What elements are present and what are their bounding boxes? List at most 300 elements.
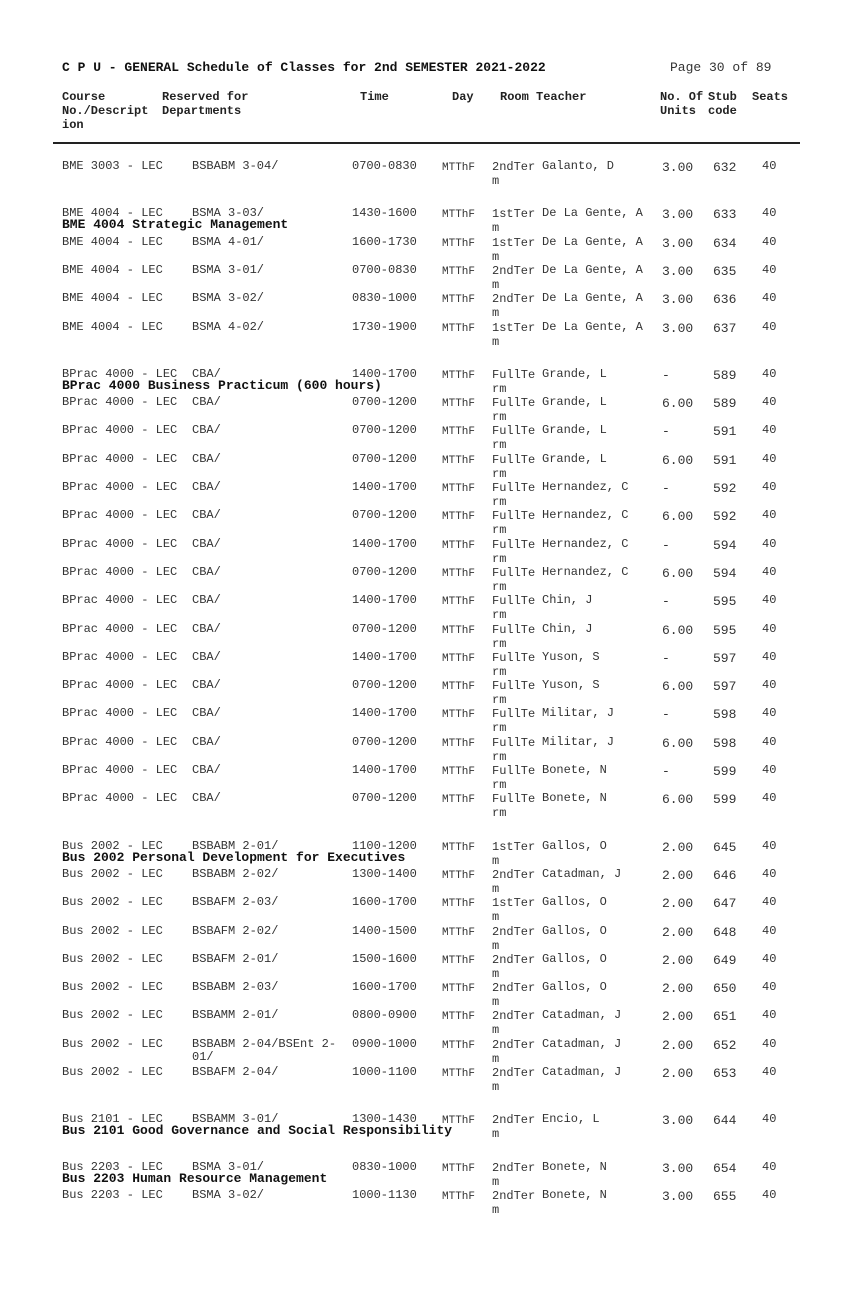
cell-course: BME 4004 - LEC (62, 234, 163, 249)
cell-seats: 40 (762, 1036, 777, 1051)
cell-reserved: BSMA 3-02/ (192, 1187, 265, 1202)
cell-seats: 40 (762, 366, 777, 381)
cell-stub: 589 (713, 367, 737, 383)
cell-time: 0900-1000 (352, 1036, 417, 1051)
cell-stub: 636 (713, 292, 737, 308)
cell-reserved: CBA/ (192, 366, 221, 381)
cell-seats: 40 (762, 395, 777, 410)
table-row (62, 1189, 802, 1217)
cell-day: MTThF (442, 398, 476, 411)
cell-seats: 40 (762, 621, 777, 636)
cell-day: MTThF (442, 652, 476, 665)
cell-time: 1400-1500 (352, 923, 417, 938)
table-row (62, 651, 802, 679)
cell-reserved: CBA/ (192, 593, 221, 608)
cell-course: BME 4004 - LEC (62, 262, 163, 277)
col-units (660, 90, 703, 118)
cell-time: 0800-0900 (352, 1008, 417, 1023)
cell-teacher: Militar, J (542, 734, 615, 749)
cell-stub: 591 (713, 452, 737, 468)
col-stub (708, 90, 737, 118)
cell-day: MTThF (442, 1039, 476, 1052)
cell-reserved: CBA/ (192, 649, 221, 664)
cell-stub: 598 (713, 735, 737, 751)
cell-day: MTThF (442, 369, 476, 382)
cell-stub: 632 (713, 160, 737, 175)
cell-time: 0700-1200 (352, 678, 417, 693)
cell-teacher: Bonete, N (542, 763, 607, 777)
cell-course: Bus 2203 - LEC (62, 1159, 163, 1174)
col-stub-line1: Stub (708, 90, 737, 104)
cell-units: 2.00 (662, 1037, 694, 1053)
table-row (62, 925, 802, 953)
cell-seats: 40 (762, 206, 777, 221)
cell-course: BPrac 4000 - LEC (62, 734, 178, 749)
cell-seats: 40 (762, 451, 777, 466)
cell-course: BPrac 4000 - LEC (62, 621, 178, 636)
cell-reserved: CBA/ (192, 678, 221, 693)
document-title: C P U - GENERAL Schedule of Classes for 2nd SEMESTER 2021-2022 (62, 60, 546, 75)
cell-teacher: Chin, J (542, 621, 593, 636)
cell-seats: 40 (762, 923, 777, 938)
cell-seats: 40 (762, 649, 777, 664)
cell-teacher: Grande, L (542, 451, 607, 466)
cell-course: BPrac 4000 - LEC (62, 480, 178, 494)
cell-units: 3.00 (662, 1113, 694, 1129)
cell-room: FullTerm (492, 452, 536, 481)
cell-room: FullTerm (492, 594, 536, 623)
cell-seats: 40 (762, 1065, 777, 1079)
col-reserved-line2: Departments (162, 104, 242, 118)
col-stub-line2: code (708, 104, 737, 118)
cell-units: - (662, 481, 670, 496)
cell-reserved: BSBAFM 2-04/ (192, 1065, 279, 1079)
table-row (62, 1066, 802, 1094)
cell-units: 6.00 (662, 622, 694, 638)
table-row (62, 368, 802, 396)
cell-units: 3.00 (662, 1188, 694, 1204)
cell-room: FullTerm (492, 509, 536, 538)
cell-reserved: BSMA 3-01/ (192, 262, 265, 277)
cell-units: 3.00 (662, 320, 694, 336)
cell-seats: 40 (762, 838, 777, 853)
cell-room: 2ndTerm (492, 1009, 536, 1038)
cell-teacher: De La Gente, A (542, 262, 643, 277)
cell-units: 3.00 (662, 1160, 694, 1176)
cell-stub: 592 (713, 509, 737, 525)
cell-stub: 654 (713, 1160, 737, 1176)
table-row (62, 623, 802, 651)
cell-teacher: De La Gente, A (542, 206, 643, 221)
cell-day: MTThF (442, 766, 476, 778)
cell-reserved: BSBABM 2-01/ (192, 838, 279, 853)
cell-time: 1600-1730 (352, 234, 417, 249)
cell-units: - (662, 537, 670, 553)
table-row (62, 594, 802, 622)
cell-units: 6.00 (662, 735, 694, 751)
cell-stub: 589 (713, 396, 737, 412)
cell-stub: 599 (713, 764, 737, 779)
cell-units: 6.00 (662, 396, 694, 412)
cell-units: - (662, 367, 670, 383)
cell-teacher: Catadman, J (542, 866, 622, 881)
cell-course: BME 3003 - LEC (62, 159, 163, 173)
cell-stub: 648 (713, 924, 737, 940)
cell-course: Bus 2002 - LEC (62, 980, 163, 995)
cell-seats: 40 (762, 734, 777, 749)
cell-time: 1400-1700 (352, 480, 417, 494)
cell-course: BPrac 4000 - LEC (62, 593, 178, 608)
cell-course: BPrac 4000 - LEC (62, 649, 178, 664)
cell-room: 1stTerm (492, 896, 536, 925)
table-row (62, 509, 802, 537)
cell-time: 0700-1200 (352, 423, 417, 438)
cell-time: 0700-0830 (352, 159, 417, 173)
cell-seats: 40 (762, 1187, 777, 1202)
cell-course: Bus 2002 - LEC (62, 838, 163, 853)
table-row (62, 453, 802, 481)
cell-day: MTThF (442, 709, 476, 722)
cell-teacher: Hernandez, C (542, 536, 629, 551)
cell-day: MTThF (442, 794, 476, 807)
cell-reserved: CBA/ (192, 791, 221, 806)
cell-reserved: CBA/ (192, 451, 221, 466)
cell-reserved: CBA/ (192, 508, 221, 523)
table-row (62, 679, 802, 707)
cell-time: 1600-1700 (352, 895, 417, 910)
cell-units: 2.00 (662, 981, 694, 997)
cell-seats: 40 (762, 1159, 777, 1174)
table-row (62, 424, 802, 452)
cell-teacher: De La Gente, A (542, 319, 643, 334)
cell-time: 0830-1000 (352, 291, 417, 306)
cell-day: MTThF (442, 209, 476, 222)
cell-teacher: De La Gente, A (542, 234, 643, 249)
cell-seats: 40 (762, 593, 777, 608)
cell-room: 1stTerm (492, 235, 536, 264)
cell-time: 1300-1430 (352, 1112, 417, 1127)
cell-time: 1400-1700 (352, 536, 417, 551)
cell-course: Bus 2002 - LEC (62, 1036, 163, 1051)
cell-room: FullTerm (492, 622, 536, 651)
cell-day: MTThF (442, 162, 476, 174)
col-day: Day (452, 90, 474, 104)
col-course-line2: No./Descript (62, 104, 149, 118)
cell-room: 2ndTerm (492, 1160, 536, 1189)
cell-time: 1400-1700 (352, 649, 417, 664)
cell-teacher: Gallos, O (542, 923, 607, 938)
cell-room: FullTerm (492, 679, 536, 708)
cell-stub: 634 (713, 235, 737, 251)
cell-room: FullTerm (492, 707, 536, 736)
cell-teacher: Bonete, N (542, 1159, 607, 1174)
cell-day: MTThF (442, 322, 476, 335)
cell-day: MTThF (442, 841, 476, 854)
cell-teacher: Grande, L (542, 366, 607, 381)
cell-time: 1430-1600 (352, 206, 417, 221)
cell-seats: 40 (762, 678, 777, 693)
cell-course: Bus 2002 - LEC (62, 866, 163, 881)
cell-units: 2.00 (662, 952, 694, 968)
cell-stub: 644 (713, 1113, 737, 1129)
cell-stub: 592 (713, 481, 737, 496)
cell-day: MTThF (442, 1162, 476, 1175)
cell-teacher: Gallos, O (542, 838, 607, 853)
cell-stub: 591 (713, 424, 737, 440)
cell-room: FullTerm (492, 537, 536, 566)
cell-reserved: BSBABM 3-04/ (192, 159, 279, 173)
cell-teacher: Hernandez, C (542, 508, 629, 523)
cell-reserved: CBA/ (192, 395, 221, 410)
cell-teacher: Encio, L (542, 1112, 600, 1127)
cell-stub: 650 (713, 981, 737, 997)
cell-course: Bus 2002 - LEC (62, 895, 163, 910)
table-row (62, 981, 802, 1009)
table-row (62, 292, 802, 320)
cell-units: 2.00 (662, 924, 694, 940)
cell-room: 1stTerm (492, 839, 536, 868)
cell-course: Bus 2002 - LEC (62, 1008, 163, 1023)
cell-room: FullTerm (492, 565, 536, 594)
column-headers (62, 90, 802, 135)
table-row (62, 764, 802, 792)
cell-reserved: BSMA 4-01/ (192, 234, 265, 249)
cell-reserved: BSMA 3-01/ (192, 1159, 265, 1174)
cell-seats: 40 (762, 980, 777, 995)
table-row (62, 1009, 802, 1037)
cell-day: MTThF (442, 426, 476, 439)
cell-day: MTThF (442, 869, 476, 882)
cell-reserved: CBA/ (192, 734, 221, 749)
cell-time: 0700-1200 (352, 621, 417, 636)
cell-time: 0700-1200 (352, 451, 417, 466)
cell-day: MTThF (442, 454, 476, 467)
cell-reserved: BSBAFM 2-03/ (192, 895, 279, 910)
cell-time: 1730-1900 (352, 319, 417, 334)
cell-seats: 40 (762, 536, 777, 551)
cell-units: 3.00 (662, 207, 694, 223)
cell-time: 0830-1000 (352, 1159, 417, 1174)
cell-room: FullTerm (492, 764, 536, 792)
cell-stub: 649 (713, 952, 737, 968)
cell-time: 1400-1700 (352, 763, 417, 777)
cell-stub: 652 (713, 1037, 737, 1053)
cell-room: 2ndTerm (492, 160, 536, 188)
cell-teacher: Galanto, D (542, 159, 615, 173)
table-row (62, 953, 802, 981)
cell-seats: 40 (762, 1112, 777, 1127)
cell-room: FullTerm (492, 396, 536, 425)
cell-teacher: Grande, L (542, 395, 607, 410)
cell-stub: 635 (713, 263, 737, 279)
col-units-line2: Units (660, 104, 697, 118)
cell-units: - (662, 594, 670, 610)
cell-seats: 40 (762, 508, 777, 523)
cell-room: 2ndTerm (492, 1113, 536, 1142)
cell-course: BPrac 4000 - LEC (62, 763, 178, 777)
col-course (62, 90, 148, 132)
cell-seats: 40 (762, 866, 777, 881)
cell-seats: 40 (762, 480, 777, 494)
cell-seats: 40 (762, 319, 777, 334)
cell-room: 2ndTerm (492, 1188, 536, 1217)
cell-day: MTThF (442, 1068, 476, 1080)
cell-day: MTThF (442, 898, 476, 911)
cell-day: MTThF (442, 1011, 476, 1024)
table-row (62, 481, 802, 509)
course-section-title: Bus 2002 Personal Development for Executives (62, 849, 406, 865)
cell-day: MTThF (442, 954, 476, 967)
cell-stub: 633 (713, 207, 737, 223)
cell-stub: 594 (713, 537, 737, 553)
cell-day: MTThF (442, 511, 476, 524)
cell-time: 1300-1400 (352, 866, 417, 881)
cell-reserved: BSBABM 2-02/ (192, 866, 279, 881)
cell-stub: 598 (713, 707, 737, 723)
cell-day: MTThF (442, 1190, 476, 1203)
cell-units: 6.00 (662, 565, 694, 581)
cell-seats: 40 (762, 706, 777, 721)
cell-teacher: Hernandez, C (542, 480, 629, 494)
cell-seats: 40 (762, 895, 777, 910)
cell-seats: 40 (762, 564, 777, 579)
cell-course: Bus 2002 - LEC (62, 923, 163, 938)
cell-units: 3.00 (662, 160, 694, 175)
cell-teacher: Catadman, J (542, 1036, 622, 1051)
cell-time: 1500-1600 (352, 951, 417, 966)
table-row (62, 236, 802, 264)
cell-room: 2ndTerm (492, 867, 536, 896)
cell-room: FullTerm (492, 481, 536, 509)
cell-stub: 595 (713, 594, 737, 610)
cell-day: MTThF (442, 294, 476, 307)
cell-day: MTThF (442, 624, 476, 637)
cell-course: Bus 2101 - LEC (62, 1112, 163, 1127)
table-row (62, 707, 802, 735)
cell-room: 1stTerm (492, 320, 536, 349)
cell-room: 2ndTerm (492, 263, 536, 292)
cell-seats: 40 (762, 159, 777, 173)
cell-units: 3.00 (662, 235, 694, 251)
col-departments (162, 104, 241, 118)
cell-reserved: BSBAMM 2-01/ (192, 1008, 279, 1023)
cell-day: MTThF (442, 265, 476, 278)
cell-units: - (662, 764, 670, 779)
cell-stub: 594 (713, 565, 737, 581)
cell-course: BME 4004 - LEC (62, 319, 163, 334)
cell-stub: 597 (713, 679, 737, 695)
cell-course: BME 4004 - LEC (62, 206, 163, 221)
cell-day: MTThF (442, 539, 476, 552)
cell-reserved: BSBAFM 2-02/ (192, 923, 279, 938)
cell-teacher: Catadman, J (542, 1065, 622, 1079)
cell-course: Bus 2002 - LEC (62, 951, 163, 966)
cell-seats: 40 (762, 234, 777, 249)
cell-units: 2.00 (662, 896, 694, 912)
cell-room: 2ndTerm (492, 292, 536, 321)
cell-seats: 40 (762, 423, 777, 438)
cell-seats: 40 (762, 262, 777, 277)
cell-time: 1400-1700 (352, 706, 417, 721)
cell-units: 2.00 (662, 839, 694, 855)
cell-time: 0700-0830 (352, 262, 417, 277)
cell-stub: 651 (713, 1009, 737, 1025)
cell-reserved: BSMA 3-03/ (192, 206, 265, 221)
cell-seats: 40 (762, 763, 777, 777)
cell-seats: 40 (762, 951, 777, 966)
cell-day: MTThF (442, 983, 476, 996)
cell-teacher: Catadman, J (542, 1008, 622, 1023)
cell-room: 2ndTerm (492, 1037, 536, 1066)
cell-course: BPrac 4000 - LEC (62, 395, 178, 410)
cell-reserved: CBA/ (192, 763, 221, 777)
cell-course: BPrac 4000 - LEC (62, 536, 178, 551)
cell-seats: 40 (762, 1008, 777, 1023)
cell-teacher: Yuson, S (542, 649, 600, 664)
cell-time: 1400-1700 (352, 593, 417, 608)
cell-room: 2ndTerm (492, 952, 536, 981)
cell-units: 6.00 (662, 509, 694, 525)
header-divider (53, 142, 800, 144)
cell-time: 0700-1200 (352, 395, 417, 410)
page-number: Page 30 of 89 (670, 60, 772, 75)
cell-reserved: BSBAMM 3-01/ (192, 1112, 279, 1127)
cell-day: MTThF (442, 483, 476, 495)
col-units-line1: No. Of (660, 90, 704, 104)
table-row (62, 538, 802, 566)
cell-day: MTThF (442, 737, 476, 750)
table-row (62, 321, 802, 349)
cell-stub: 646 (713, 867, 737, 883)
cell-units: 3.00 (662, 292, 694, 308)
cell-teacher: Yuson, S (542, 678, 600, 693)
cell-course: BPrac 4000 - LEC (62, 366, 178, 381)
cell-course: Bus 2002 - LEC (62, 1065, 163, 1079)
cell-reserved: CBA/ (192, 621, 221, 636)
cell-seats: 40 (762, 291, 777, 306)
course-section-title: Bus 2101 Good Governance and Social Responsibility (62, 1123, 453, 1139)
cell-teacher: Bonete, N (542, 791, 607, 806)
cell-course: BME 4004 - LEC (62, 291, 163, 306)
cell-reserved: BSMA 3-02/ (192, 291, 265, 306)
cell-course: BPrac 4000 - LEC (62, 451, 178, 466)
cell-stub: 595 (713, 622, 737, 638)
cell-units: 2.00 (662, 1066, 694, 1081)
cell-teacher: Gallos, O (542, 980, 607, 995)
cell-day: MTThF (442, 567, 476, 580)
cell-teacher: De La Gente, A (542, 291, 643, 306)
cell-day: MTThF (442, 926, 476, 939)
cell-reserved: BSBABM 2-04/BSEnt 2-01/ (192, 1036, 337, 1064)
cell-time: 1000-1130 (352, 1187, 417, 1202)
cell-units: 6.00 (662, 679, 694, 695)
cell-day: MTThF (442, 681, 476, 694)
cell-stub: 597 (713, 650, 737, 666)
cell-course: BPrac 4000 - LEC (62, 791, 178, 806)
cell-units: 2.00 (662, 867, 694, 883)
table-row (62, 207, 802, 235)
col-reserved (162, 90, 248, 104)
cell-teacher: Grande, L (542, 423, 607, 438)
cell-reserved: CBA/ (192, 564, 221, 579)
table-row (62, 264, 802, 292)
table-row (62, 566, 802, 594)
cell-room: 1stTerm (492, 207, 536, 236)
cell-day: MTThF (442, 1115, 476, 1128)
cell-teacher: Hernandez, C (542, 564, 629, 579)
cell-reserved: CBA/ (192, 536, 221, 551)
cell-room: FullTerm (492, 650, 536, 679)
